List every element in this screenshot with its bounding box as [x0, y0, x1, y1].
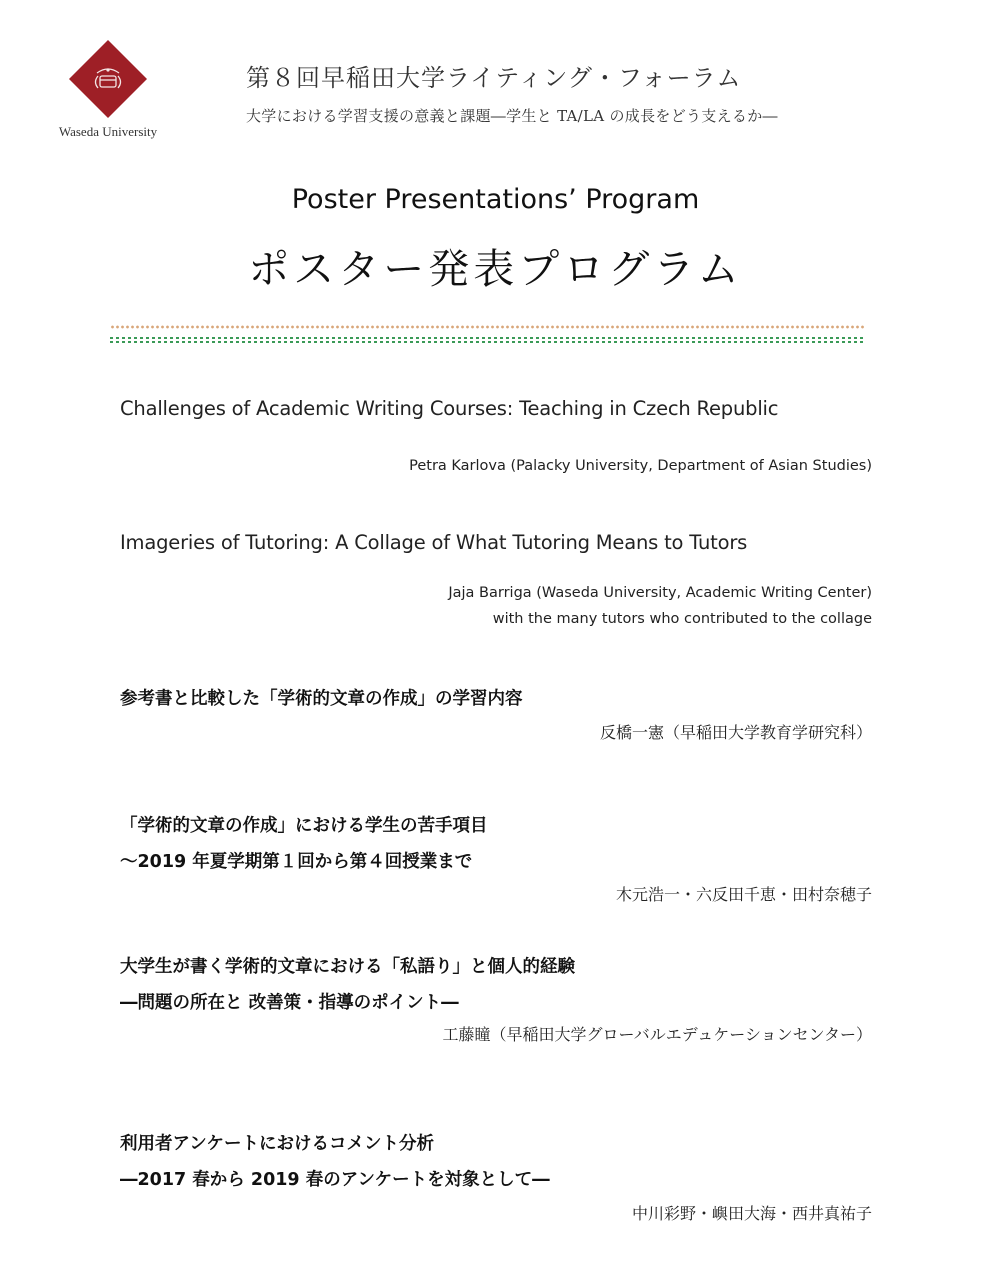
logo-text: Waseda University — [58, 124, 158, 139]
divider-green — [110, 337, 866, 343]
presentation-author: Petra Karlova (Palacky University, Department of Asian Studies) — [409, 458, 872, 474]
waseda-crest-icon — [69, 40, 147, 118]
presentation-author: Jaja Barriga (Waseda University, Academic Writing Center) — [448, 585, 872, 601]
program-title-en: Poster Presentations’ Program — [291, 184, 700, 215]
presentation-author: 木元浩一・六反田千恵・田村奈穂子 — [615, 885, 872, 904]
presentation-subtitle: ―2017 春から 2019 春のアンケートを対象として― — [120, 1170, 550, 1190]
presentation-author: 反橋一憲（早稲田大学教育学研究科） — [599, 723, 872, 742]
presentation-title: 大学生が書く学術的文章における「私語り」と個人的経験 — [120, 957, 575, 977]
presentation-title: Challenges of Academic Writing Courses: Teaching in Czech Republic — [120, 397, 779, 420]
presentation-subtitle: ～2019 年夏学期第１回から第４回授業まで — [120, 852, 473, 872]
forum-subtitle: 大学における学習支援の意義と課題―学生と TA/LA の成長をどう支えるか― — [246, 107, 778, 125]
presentation-title: Imageries of Tutoring: A Collage of What Tutoring Means to Tutors — [120, 531, 748, 554]
forum-title: 第８回早稲田大学ライティング・フォーラム — [246, 64, 742, 92]
university-logo — [52, 40, 164, 144]
presentation-author: with the many tutors who contributed to the collage — [492, 611, 872, 627]
presentation-title: 利用者アンケートにおけるコメント分析 — [120, 1134, 434, 1154]
program-title-ja: ポスター発表プログラム — [248, 245, 743, 293]
presentation-title: 参考書と比較した「学術的文章の作成」の学習内容 — [120, 689, 523, 709]
presentation-subtitle: ―問題の所在と 改善策・指導のポイント― — [120, 993, 459, 1013]
presentation-author: 工藤瞳（早稲田大学グローバルエデュケーションセンター） — [442, 1025, 872, 1044]
presentation-author: 中川彩野・嶼田大海・西井真祐子 — [631, 1204, 872, 1223]
divider-dotted — [110, 325, 866, 329]
presentation-title: 「学術的文章の作成」における学生の苦手項目 — [120, 816, 488, 836]
